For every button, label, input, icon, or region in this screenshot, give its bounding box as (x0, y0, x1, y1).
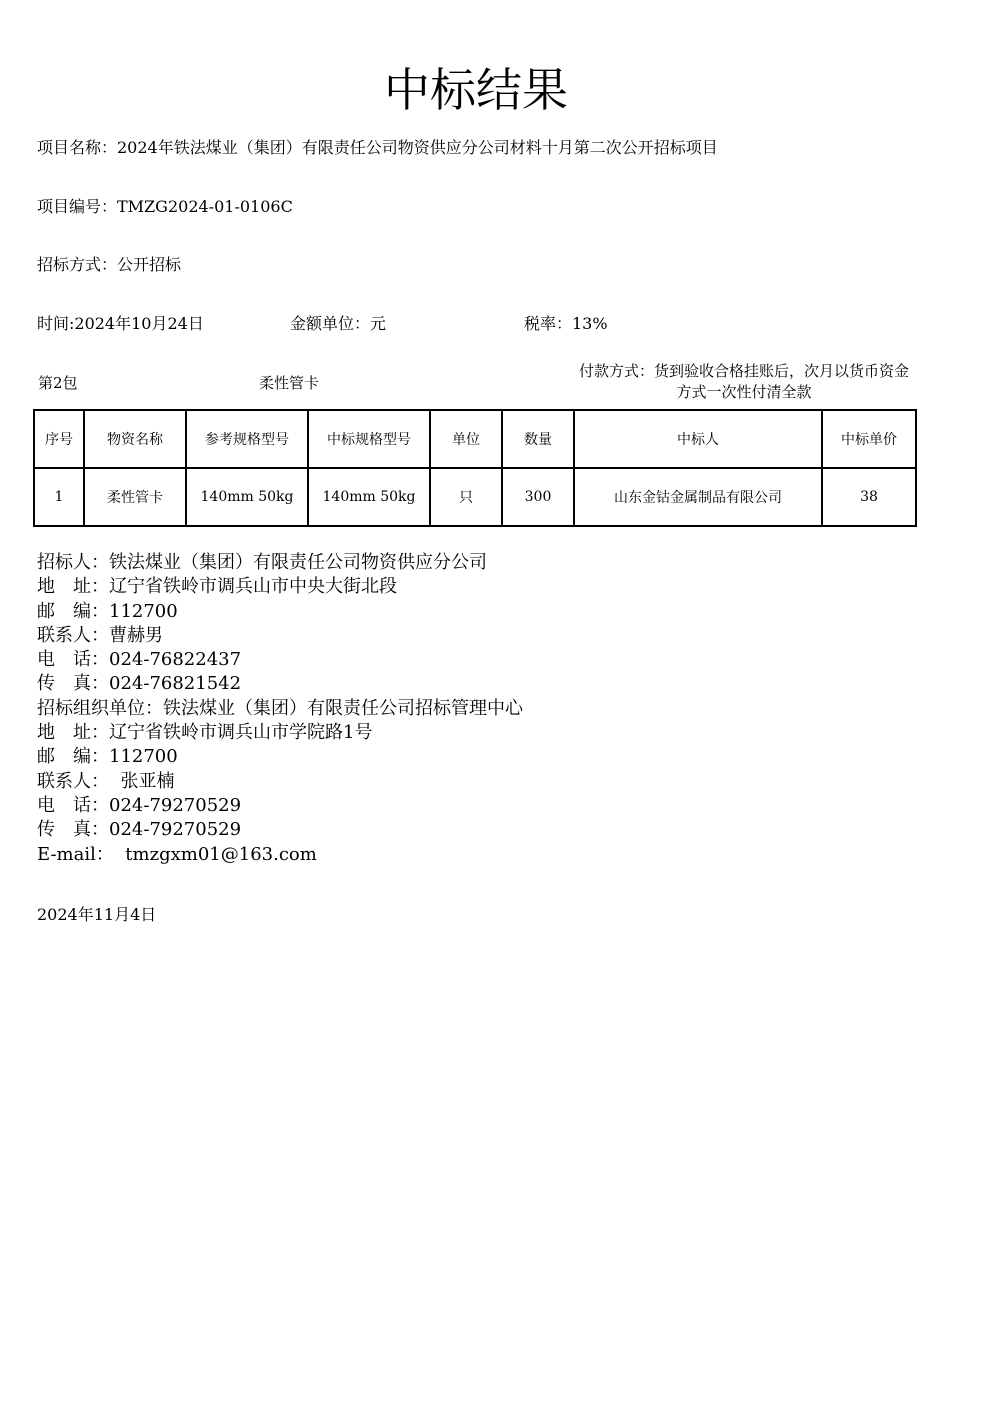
cell-unit: 只 (430, 468, 502, 526)
tenderer-fax: 传 真：024-76821542 (37, 673, 242, 695)
project-number: 项目编号：TMZG2024-01-0106C (37, 197, 293, 216)
cell-unit-price: 38 (822, 468, 916, 526)
agency: 招标组织单位：铁法煤业（集团）有限责任公司招标管理中心 (37, 697, 523, 719)
header-winning-spec: 中标规格型号 (308, 410, 430, 468)
package-number: 第2包 (38, 374, 78, 392)
tenderer-postcode: 邮 编：112700 (37, 600, 178, 622)
agency-email: E-mail： tmzgxm01@163.com (37, 843, 317, 865)
header-reference-spec: 参考规格型号 (186, 410, 308, 468)
tenderer-address: 地 址：辽宁省铁岭市调兵山市中央大街北段 (37, 576, 397, 598)
tax-rate: 税率：13% (524, 314, 608, 333)
cell-quantity: 300 (502, 468, 574, 526)
header-winner: 中标人 (574, 410, 822, 468)
payment-terms: 付款方式：货到验收合格挂账后，次月以货币资金方式一次性付清全款 (578, 362, 909, 401)
header-index: 序号 (34, 410, 84, 468)
tenderer-contact-person: 联系人：曹赫男 (37, 624, 163, 646)
page-title: 中标结果 (384, 63, 568, 117)
agency-contact-person: 联系人： 张亚楠 (37, 770, 175, 792)
header-material-name: 物资名称 (84, 410, 186, 468)
cell-index: 1 (34, 468, 84, 526)
tenderer: 招标人：铁法煤业（集团）有限责任公司物资供应分公司 (37, 552, 487, 573)
cell-material-name: 柔性管卡 (84, 468, 186, 526)
project-name: 项目名称：2024年铁法煤业（集团）有限责任公司物资供应分公司材料十月第二次公开招标项目 (37, 138, 718, 157)
contact-block (37, 551, 523, 867)
package-name: 柔性管卡 (259, 374, 320, 392)
agency-address: 地 址：辽宁省铁岭市调兵山市学院路1号 (37, 722, 373, 744)
announcement-time: 时间:2024年10月24日 (37, 314, 204, 333)
table-header-row (34, 410, 916, 468)
tenderer-phone: 电 话：024-76822437 (37, 649, 242, 671)
header-unit: 单位 (430, 410, 502, 468)
bid-method: 招标方式：公开招标 (37, 255, 182, 274)
cell-reference-spec: 140mm 50kg (186, 468, 308, 526)
agency-postcode: 邮 编：112700 (37, 746, 178, 768)
table-row (34, 468, 916, 526)
publish-date: 2024年11月4日 (37, 905, 157, 924)
cell-winning-spec: 140mm 50kg (308, 468, 430, 526)
result-table (33, 409, 917, 527)
header-unit-price: 中标单价 (822, 410, 916, 468)
agency-fax: 传 真：024-79270529 (37, 819, 242, 841)
cell-winner: 山东金钴金属制品有限公司 (574, 468, 822, 526)
agency-phone: 电 话：024-79270529 (37, 794, 242, 816)
currency-unit: 金额单位：元 (290, 314, 387, 333)
header-quantity: 数量 (502, 410, 574, 468)
